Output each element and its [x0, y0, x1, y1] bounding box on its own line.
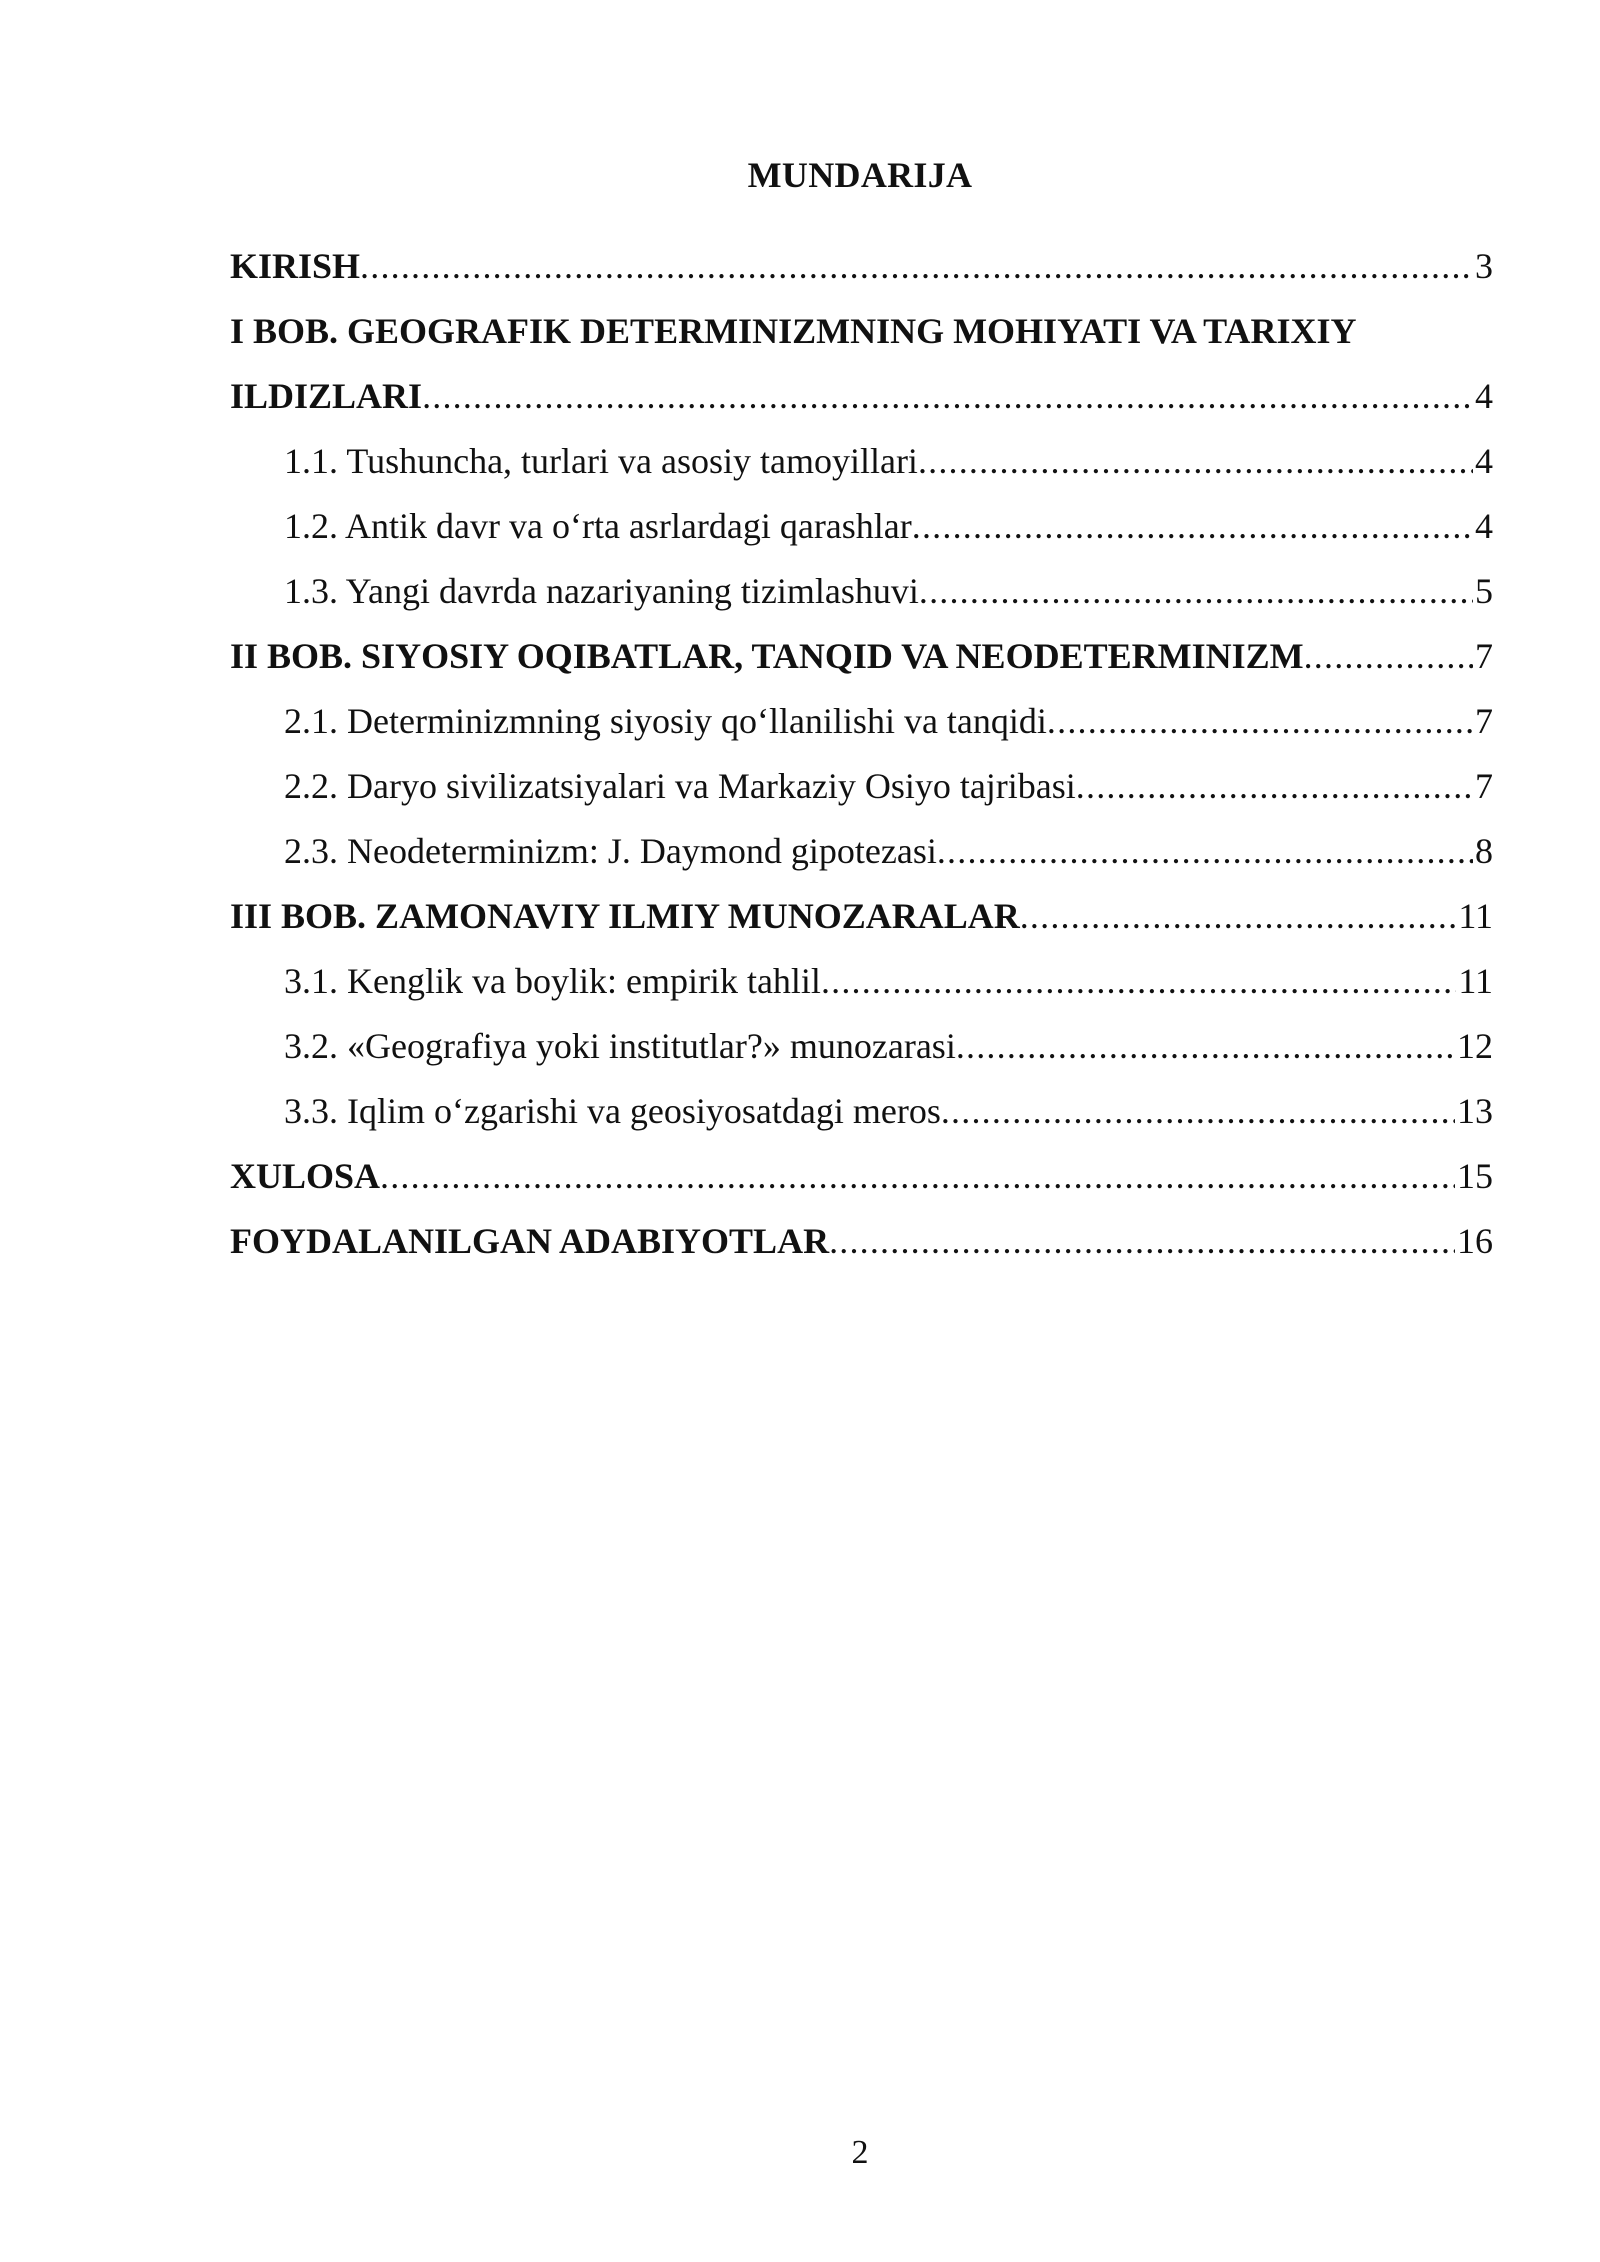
toc-dot-leader — [941, 1079, 1455, 1144]
toc-entry-kirish[interactable] — [230, 234, 1493, 299]
toc-page-number: 13 — [1457, 1091, 1493, 1131]
toc-page-number: 5 — [1475, 571, 1493, 611]
toc-entry-title: 3.3. Iqlim o‘zgarishi va geosiyosatdagi meros — [284, 1091, 941, 1131]
toc-page-number: 11 — [1458, 961, 1493, 1001]
toc-dot-leader — [919, 559, 1473, 624]
toc-entry-section-1-3[interactable] — [230, 559, 1493, 624]
toc-entry-section-1-2[interactable] — [230, 494, 1493, 559]
page-number: 2 — [851, 2134, 869, 2171]
toc-entry-title: 2.2. Daryo sivilizatsiyalari va Markaziy Osiyo tajribasi — [284, 766, 1076, 806]
toc-page-number: 4 — [1475, 506, 1493, 546]
toc-entry-xulosa[interactable] — [230, 1144, 1493, 1209]
toc-page-number: 4 — [1475, 441, 1493, 481]
toc-page-number: 11 — [1458, 896, 1493, 936]
toc-entry-chapter-1-line-1[interactable] — [230, 299, 1493, 364]
toc-dot-leader — [937, 819, 1473, 884]
toc-entry-title: XULOSA — [230, 1156, 381, 1196]
toc-entry-title: 2.3. Neodeterminizm: J. Daymond gipotezasi — [284, 831, 937, 871]
toc-entry-chapter-1[interactable] — [230, 364, 1493, 429]
page-title: MUNDARIJA — [747, 155, 973, 195]
toc-dot-leader — [912, 494, 1473, 559]
toc-dot-leader — [360, 234, 1473, 299]
toc-entry-title: 1.2. Antik davr va o‘rta asrlardagi qarashlar — [284, 506, 912, 546]
toc-page-number: 15 — [1457, 1156, 1493, 1196]
toc-page-number: 7 — [1475, 636, 1493, 676]
toc-dot-leader — [918, 429, 1473, 494]
toc-page-number: 16 — [1457, 1221, 1493, 1261]
toc-dot-leader — [821, 949, 1456, 1014]
toc-entry-title: 2.1. Determinizmning siyosiy qo‘llanilishi va tanqidi — [284, 701, 1047, 741]
toc-entry-title: II BOB. SIYOSIY OQIBATLAR, TANQID VA NEODETERMINIZM — [230, 636, 1304, 676]
toc-entry-section-2-1[interactable] — [230, 689, 1493, 754]
toc-entry-section-3-2[interactable] — [230, 1014, 1493, 1079]
toc-entry-section-3-1[interactable] — [230, 949, 1493, 1014]
toc-dot-leader — [1047, 689, 1473, 754]
toc-dot-leader — [956, 1014, 1455, 1079]
toc-dot-leader — [829, 1209, 1455, 1274]
toc-entry-chapter-3[interactable] — [230, 884, 1493, 949]
toc-dot-leader — [1076, 754, 1473, 819]
toc-entry-title: FOYDALANILGAN ADABIYOTLAR — [230, 1221, 830, 1261]
toc-entry-chapter-2[interactable] — [230, 624, 1493, 689]
toc-entry-section-2-3[interactable] — [230, 819, 1493, 884]
toc-entry-section-3-3[interactable] — [230, 1079, 1493, 1144]
toc-entry-title: 1.3. Yangi davrda nazariyaning tizimlashuvi — [284, 571, 919, 611]
toc-page-number: 7 — [1475, 701, 1493, 741]
toc-dot-leader — [1304, 624, 1473, 689]
toc-dot-leader — [1020, 884, 1457, 949]
toc-page-number: 3 — [1475, 246, 1493, 286]
toc-page-number: 7 — [1475, 766, 1493, 806]
toc-entry-adabiyotlar[interactable] — [230, 1209, 1493, 1274]
toc-page-number: 12 — [1457, 1026, 1493, 1066]
toc-dot-leader — [380, 1144, 1455, 1209]
toc-entry-title: 1.1. Tushuncha, turlari va asosiy tamoyillari — [284, 441, 918, 481]
toc-page-number: 8 — [1475, 831, 1493, 871]
toc-dot-leader — [422, 364, 1473, 429]
table-of-contents — [230, 234, 1493, 1274]
toc-entry-title: KIRISH — [230, 246, 361, 286]
toc-entry-title: 3.2. «Geografiya yoki institutlar?» munozarasi — [284, 1026, 956, 1066]
toc-entry-section-2-2[interactable] — [230, 754, 1493, 819]
toc-entry-title: III BOB. ZAMONAVIY ILMIY MUNOZARALAR — [230, 896, 1020, 936]
toc-entry-title: I BOB. GEOGRAFIK DETERMINIZMNING MOHIYATI VA TARIXIY — [230, 311, 1357, 351]
toc-entry-title: 3.1. Kenglik va boylik: empirik tahlil — [284, 961, 821, 1001]
toc-entry-section-1-1[interactable] — [230, 429, 1493, 494]
toc-entry-title: ILDIZLARI — [230, 376, 423, 416]
toc-page-number: 4 — [1475, 376, 1493, 416]
